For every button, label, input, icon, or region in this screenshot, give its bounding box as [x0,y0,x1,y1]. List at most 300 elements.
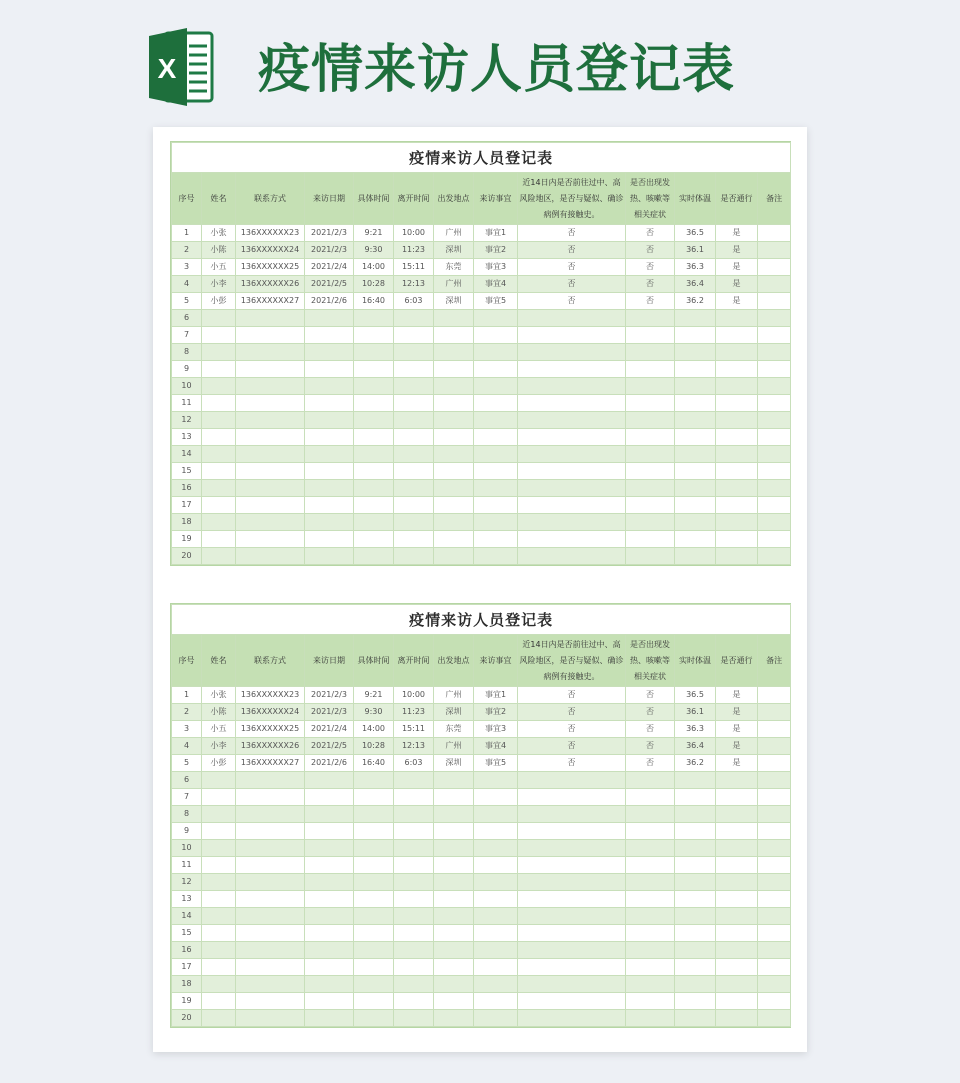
column-header-remarks: 备注 [758,635,791,687]
cell-pass [716,327,758,344]
cell-purpose [474,1010,518,1027]
cell-leave-time [394,310,434,327]
cell-purpose: 事宜1 [474,687,518,704]
cell-seq: 7 [172,789,202,806]
cell-seq: 5 [172,293,202,310]
cell-risk-area [518,412,626,429]
cell-temperature [675,310,716,327]
cell-remarks [758,755,791,772]
cell-contact [236,412,305,429]
cell-risk-area: 否 [518,687,626,704]
cell-purpose [474,412,518,429]
cell-pass: 是 [716,704,758,721]
cell-seq: 5 [172,755,202,772]
cell-pass [716,548,758,565]
cell-temperature [675,789,716,806]
cell-visit-date [305,480,354,497]
cell-arrival-time [354,806,394,823]
column-header-seq: 序号 [172,635,202,687]
cell-arrival-time [354,823,394,840]
cell-origin: 深圳 [434,293,474,310]
column-header-purpose: 来访事宜 [474,635,518,687]
cell-leave-time [394,548,434,565]
cell-symptoms [626,531,675,548]
cell-arrival-time [354,908,394,925]
cell-contact [236,463,305,480]
cell-temperature: 36.3 [675,259,716,276]
cell-name [202,857,236,874]
cell-pass: 是 [716,721,758,738]
cell-visit-date [305,395,354,412]
cell-visit-date [305,514,354,531]
cell-origin [434,327,474,344]
cell-seq: 13 [172,429,202,446]
cell-pass: 是 [716,259,758,276]
cell-name [202,942,236,959]
cell-temperature [675,908,716,925]
cell-visit-date: 2021/2/4 [305,721,354,738]
cell-pass [716,789,758,806]
cell-risk-area [518,361,626,378]
cell-temperature: 36.5 [675,687,716,704]
cell-leave-time [394,789,434,806]
cell-origin [434,514,474,531]
cell-name [202,429,236,446]
cell-leave-time [394,840,434,857]
cell-risk-area [518,1010,626,1027]
cell-name [202,531,236,548]
cell-symptoms [626,480,675,497]
cell-name [202,446,236,463]
cell-remarks [758,225,791,242]
cell-remarks [758,823,791,840]
cell-temperature [675,395,716,412]
cell-seq: 16 [172,480,202,497]
cell-symptoms: 否 [626,242,675,259]
cell-arrival-time: 14:00 [354,721,394,738]
cell-arrival-time [354,378,394,395]
cell-seq: 3 [172,721,202,738]
cell-contact [236,857,305,874]
cell-name [202,310,236,327]
cell-contact: 136XXXXXX24 [236,704,305,721]
cell-remarks [758,480,791,497]
cell-contact: 136XXXXXX25 [236,259,305,276]
table-row [172,327,791,344]
cell-contact: 136XXXXXX27 [236,755,305,772]
table-row [172,531,791,548]
cell-symptoms [626,378,675,395]
cell-contact: 136XXXXXX26 [236,738,305,755]
cell-seq: 9 [172,823,202,840]
cell-pass [716,925,758,942]
column-header-visit-date: 来访日期 [305,173,354,225]
cell-name: 小李 [202,738,236,755]
cell-name: 小陈 [202,242,236,259]
cell-name: 小李 [202,276,236,293]
cell-remarks [758,925,791,942]
cell-visit-date [305,1010,354,1027]
header-row [172,173,791,225]
cell-seq: 2 [172,242,202,259]
cell-pass [716,514,758,531]
excel-icon [147,26,215,108]
cell-risk-area: 否 [518,721,626,738]
cell-pass [716,429,758,446]
cell-purpose [474,446,518,463]
cell-origin: 广州 [434,738,474,755]
cell-pass [716,531,758,548]
cell-pass [716,840,758,857]
cell-leave-time [394,344,434,361]
cell-purpose [474,857,518,874]
cell-name [202,1010,236,1027]
cell-symptoms [626,497,675,514]
cell-temperature [675,806,716,823]
cell-origin [434,1010,474,1027]
cell-purpose: 事宜2 [474,242,518,259]
cell-seq: 16 [172,942,202,959]
cell-temperature [675,857,716,874]
cell-leave-time [394,327,434,344]
column-header-contact: 联系方式 [236,173,305,225]
cell-seq: 19 [172,531,202,548]
cell-symptoms [626,463,675,480]
cell-symptoms: 否 [626,225,675,242]
cell-leave-time [394,531,434,548]
cell-origin [434,463,474,480]
table-row [172,857,791,874]
cell-name [202,395,236,412]
cell-purpose: 事宜2 [474,704,518,721]
cell-purpose [474,959,518,976]
cell-purpose [474,344,518,361]
cell-leave-time [394,857,434,874]
cell-symptoms: 否 [626,276,675,293]
cell-arrival-time: 14:00 [354,259,394,276]
cell-name: 小陈 [202,704,236,721]
cell-leave-time: 12:13 [394,738,434,755]
spreadsheet-preview [153,127,807,1052]
cell-remarks [758,412,791,429]
cell-pass: 是 [716,687,758,704]
cell-pass [716,772,758,789]
cell-name [202,514,236,531]
cell-temperature [675,531,716,548]
cell-origin [434,789,474,806]
table-row [172,480,791,497]
cell-leave-time [394,361,434,378]
table-row [172,874,791,891]
column-header-purpose: 来访事宜 [474,173,518,225]
cell-leave-time [394,1010,434,1027]
cell-risk-area [518,891,626,908]
cell-symptoms: 否 [626,755,675,772]
cell-arrival-time [354,976,394,993]
table-row [172,310,791,327]
cell-seq: 11 [172,857,202,874]
cell-origin [434,993,474,1010]
cell-remarks [758,942,791,959]
cell-contact: 136XXXXXX24 [236,242,305,259]
column-header-origin: 出发地点 [434,635,474,687]
cell-leave-time [394,480,434,497]
cell-visit-date [305,993,354,1010]
cell-leave-time [394,446,434,463]
cell-seq: 13 [172,891,202,908]
cell-temperature [675,891,716,908]
table-row [172,738,791,755]
column-header-risk-area: 近14日内是否前往过中、高风险地区，是否与疑似、确诊病例有接触史。 [518,173,626,225]
cell-origin [434,874,474,891]
cell-origin [434,959,474,976]
cell-contact [236,1010,305,1027]
cell-name [202,480,236,497]
cell-symptoms [626,789,675,806]
cell-leave-time [394,412,434,429]
cell-pass [716,823,758,840]
table-row [172,412,791,429]
cell-purpose [474,823,518,840]
cell-purpose: 事宜5 [474,755,518,772]
table-row [172,548,791,565]
cell-contact: 136XXXXXX25 [236,721,305,738]
cell-contact [236,772,305,789]
cell-purpose [474,993,518,1010]
cell-seq: 14 [172,908,202,925]
table-row [172,378,791,395]
table-row [172,225,791,242]
cell-pass [716,908,758,925]
cell-risk-area [518,497,626,514]
cell-temperature [675,976,716,993]
cell-temperature [675,1010,716,1027]
cell-leave-time [394,993,434,1010]
cell-arrival-time: 10:28 [354,276,394,293]
cell-risk-area: 否 [518,755,626,772]
cell-risk-area [518,925,626,942]
column-header-remarks: 备注 [758,173,791,225]
cell-purpose [474,463,518,480]
cell-pass [716,806,758,823]
cell-risk-area [518,548,626,565]
cell-arrival-time [354,891,394,908]
cell-symptoms [626,772,675,789]
cell-seq: 17 [172,959,202,976]
cell-arrival-time [354,463,394,480]
cell-purpose [474,772,518,789]
cell-risk-area [518,429,626,446]
cell-temperature [675,446,716,463]
cell-seq: 14 [172,446,202,463]
cell-arrival-time [354,344,394,361]
cell-temperature: 36.2 [675,755,716,772]
cell-risk-area [518,480,626,497]
cell-name: 小张 [202,687,236,704]
cell-purpose [474,806,518,823]
cell-remarks [758,395,791,412]
cell-remarks [758,429,791,446]
cell-origin [434,772,474,789]
table-row [172,908,791,925]
visitor-register-sheet-1 [170,141,791,566]
cell-pass [716,412,758,429]
cell-risk-area [518,959,626,976]
column-header-arrival-time: 具体时间 [354,635,394,687]
cell-contact [236,344,305,361]
cell-arrival-time [354,993,394,1010]
table-row [172,293,791,310]
column-header-name: 姓名 [202,173,236,225]
table-row [172,429,791,446]
cell-visit-date [305,857,354,874]
cell-symptoms [626,976,675,993]
table-row [172,514,791,531]
cell-origin [434,925,474,942]
cell-contact: 136XXXXXX23 [236,687,305,704]
cell-temperature [675,959,716,976]
cell-contact [236,925,305,942]
cell-leave-time: 11:23 [394,242,434,259]
cell-origin [434,446,474,463]
cell-risk-area [518,514,626,531]
cell-seq: 4 [172,738,202,755]
cell-origin: 深圳 [434,242,474,259]
cell-leave-time: 15:11 [394,721,434,738]
cell-remarks [758,789,791,806]
cell-origin: 广州 [434,225,474,242]
cell-purpose: 事宜5 [474,293,518,310]
cell-remarks [758,908,791,925]
cell-temperature [675,344,716,361]
cell-origin: 东莞 [434,259,474,276]
cell-temperature [675,412,716,429]
cell-leave-time: 11:23 [394,704,434,721]
table-row [172,823,791,840]
cell-name [202,412,236,429]
cell-arrival-time [354,327,394,344]
cell-name: 小五 [202,721,236,738]
cell-arrival-time [354,480,394,497]
cell-risk-area: 否 [518,225,626,242]
cell-remarks [758,378,791,395]
cell-visit-date [305,497,354,514]
cell-seq: 4 [172,276,202,293]
cell-temperature [675,514,716,531]
cell-temperature [675,497,716,514]
cell-visit-date: 2021/2/3 [305,242,354,259]
cell-name [202,344,236,361]
cell-origin [434,942,474,959]
cell-visit-date [305,548,354,565]
table-row [172,1010,791,1027]
header-row [172,635,791,687]
cell-contact [236,310,305,327]
cell-origin [434,395,474,412]
cell-seq: 18 [172,976,202,993]
cell-visit-date [305,959,354,976]
cell-risk-area: 否 [518,293,626,310]
cell-visit-date [305,412,354,429]
column-header-temperature: 实时体温 [675,173,716,225]
cell-arrival-time [354,446,394,463]
cell-contact [236,840,305,857]
cell-purpose [474,789,518,806]
cell-seq: 3 [172,259,202,276]
cell-symptoms: 否 [626,704,675,721]
cell-temperature [675,993,716,1010]
cell-name [202,463,236,480]
cell-temperature [675,942,716,959]
cell-name [202,908,236,925]
cell-symptoms: 否 [626,721,675,738]
banner [0,0,960,118]
cell-name [202,806,236,823]
cell-contact [236,327,305,344]
cell-purpose: 事宜4 [474,738,518,755]
cell-symptoms: 否 [626,738,675,755]
cell-arrival-time [354,429,394,446]
cell-seq: 1 [172,225,202,242]
cell-visit-date [305,874,354,891]
column-header-leave-time: 离开时间 [394,173,434,225]
cell-leave-time [394,891,434,908]
cell-name [202,925,236,942]
cell-arrival-time: 9:21 [354,225,394,242]
cell-remarks [758,293,791,310]
table-row [172,276,791,293]
cell-origin [434,497,474,514]
cell-arrival-time [354,789,394,806]
table-row [172,993,791,1010]
cell-arrival-time [354,925,394,942]
cell-symptoms [626,891,675,908]
cell-risk-area [518,823,626,840]
cell-risk-area [518,874,626,891]
cell-remarks [758,531,791,548]
cell-temperature [675,429,716,446]
cell-symptoms [626,806,675,823]
cell-visit-date [305,976,354,993]
table-row [172,259,791,276]
cell-purpose [474,429,518,446]
cell-pass [716,959,758,976]
cell-risk-area: 否 [518,242,626,259]
cell-pass: 是 [716,242,758,259]
cell-visit-date [305,908,354,925]
visitor-register-sheet-2 [170,603,791,1028]
table-row [172,242,791,259]
cell-arrival-time [354,531,394,548]
cell-risk-area: 否 [518,276,626,293]
cell-arrival-time [354,514,394,531]
cell-purpose [474,531,518,548]
cell-remarks [758,959,791,976]
table-row [172,395,791,412]
cell-leave-time [394,942,434,959]
cell-remarks [758,891,791,908]
cell-risk-area [518,344,626,361]
cell-remarks [758,242,791,259]
cell-name [202,772,236,789]
cell-name: 小彭 [202,293,236,310]
cell-temperature [675,840,716,857]
cell-risk-area [518,976,626,993]
cell-purpose [474,361,518,378]
cell-symptoms [626,857,675,874]
cell-arrival-time [354,772,394,789]
table-row [172,806,791,823]
